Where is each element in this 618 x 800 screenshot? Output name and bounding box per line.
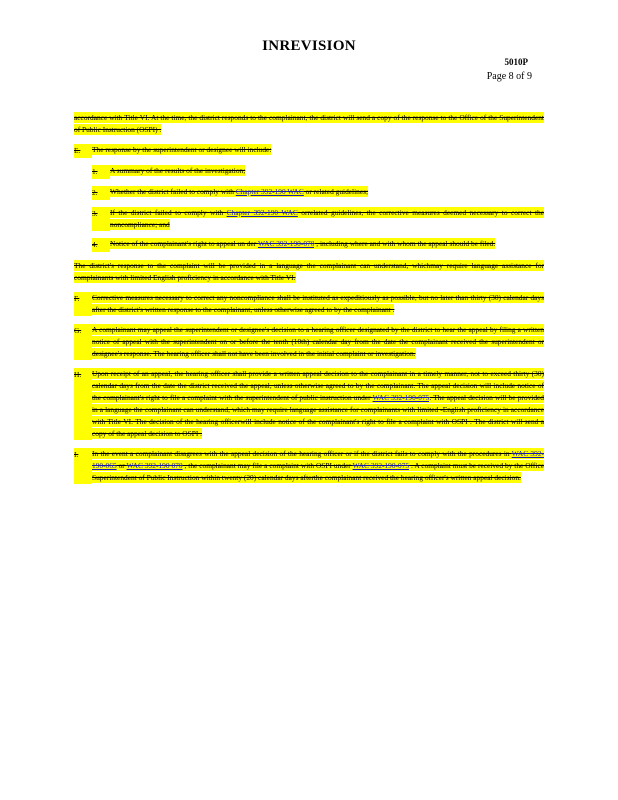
section-g-label: G. bbox=[74, 324, 92, 360]
item-text: Whether the district failed to comply with bbox=[110, 187, 236, 196]
intro-text: accordance with Title VI. At the time, the district responds to the complainant, the district will send a copy of the response to the Office of the Superintendent of Public Instruction (OSPI) . bbox=[74, 113, 544, 134]
closing-text: The district's response to the complaint will be provided in a language the complainant can understand, whichmay require language assistance for complainants with limited English proficiency in accordance with Title VI. bbox=[74, 261, 544, 282]
section-g bbox=[74, 324, 544, 360]
section-e-item-2 bbox=[74, 186, 544, 200]
section-f-label: F. bbox=[74, 292, 92, 316]
item-label: 4. bbox=[92, 238, 110, 252]
item-label: 2. bbox=[92, 186, 110, 200]
wac-link[interactable]: Chapter 392-190 WAC bbox=[226, 208, 298, 217]
section-e-closing bbox=[74, 260, 544, 284]
section-e bbox=[74, 144, 544, 158]
document-body bbox=[74, 112, 544, 484]
wac-link[interactable]: WAC 392-190 070 bbox=[126, 461, 183, 470]
policy-code: 5010P bbox=[504, 57, 528, 67]
wac-link[interactable]: Chapter 392-190 WAC bbox=[235, 187, 304, 196]
section-f bbox=[74, 292, 544, 316]
item-text: or related guidelines; bbox=[303, 187, 369, 196]
section-i-text: , the complainant may file a complaint with OSPI under bbox=[182, 461, 353, 470]
intro-paragraph bbox=[74, 112, 544, 136]
item-label: 3. bbox=[92, 207, 110, 231]
section-e-text: The response by the superintendent or designee will include: bbox=[92, 145, 272, 154]
item-label: 1. bbox=[92, 165, 110, 179]
section-i-text: . A complaint must be received by the Office Superintendent of Public Instruction within twenty (20) calendar days afterthe complainant received the hearing officer's written appeal decision. bbox=[92, 461, 545, 482]
section-f-text: Corrective measures necessary to correct any noncompliance shall be instituted as expeditiously as possible, but no later than thirty (30) calendar days after the district's written response to the complainant, unless otherwise agreed to by the complainant . bbox=[92, 293, 544, 314]
wac-link[interactable]: WAC 392-190-075 bbox=[352, 461, 410, 470]
section-i-text: or bbox=[116, 461, 127, 470]
section-e-label: E. bbox=[74, 144, 92, 158]
wac-link[interactable]: WAC 392-190-075 bbox=[372, 393, 430, 402]
section-e-item-1 bbox=[74, 165, 544, 179]
section-h-label: H. bbox=[74, 368, 92, 440]
wac-link[interactable]: WAC 392-190-065 bbox=[92, 449, 544, 470]
section-h-text: Upon receipt of an appeal, the hearing officer shall provide a written appeal decision to the complainant in a timely manner, not to exceed thirty (30) calendar days from the date the district received the appeal, unless otherwise agreed to by the complainant. The appeal decision will include notice of the complainant's right to file a complaint with the superintendent of public instruction under bbox=[92, 369, 544, 402]
item-text: If the district failed to comply with bbox=[110, 208, 227, 217]
section-e-item-4 bbox=[74, 238, 544, 252]
section-i-label: I. bbox=[74, 448, 92, 484]
section-i bbox=[74, 448, 544, 484]
item-text: Notice of the complainant's right to appeal un der bbox=[110, 239, 258, 248]
item-text: A summary of the results of the investigation; bbox=[110, 166, 246, 175]
section-i-text: In the event a complainant disagrees with the appeal decision of the hearing officer or if the district fails to comply with the procedures in bbox=[92, 449, 512, 458]
item-text: , including where and with whom the appeal should be filed. bbox=[314, 239, 496, 248]
item-text: orrelated guidelines, the corrective measures deemed necessary to correct the noncompliance; and bbox=[110, 208, 545, 229]
wac-link[interactable]: WAC 392-190-070 bbox=[257, 239, 315, 248]
section-e-item-3 bbox=[74, 207, 544, 231]
page-number: Page 8 of 9 bbox=[486, 71, 532, 82]
page-title: INREVISION bbox=[262, 38, 356, 54]
section-g-text: A complainant may appeal the superintendent or designee's decision to a hearing officer designated by the district to hear the appeal by filing a written notice of appeal with the superintendent on or before the tenth (10th) calendar day from the date the complainant received the superintendent or designee's response. The hearing officer shall not have been involved in the initial complaint or investigation. bbox=[92, 325, 544, 358]
section-h bbox=[74, 368, 544, 440]
section-h-text: . The appeal decision will be provided in a language the complainant can understand, which may require language assistance for complainants with limited -English proficiency in accordance with Title VI. The decision of the hearing officerwill include notice of the complainant's right to file a complaint with OSPI . The district will send a copy of the appeal decision to OSPI . bbox=[92, 393, 544, 438]
